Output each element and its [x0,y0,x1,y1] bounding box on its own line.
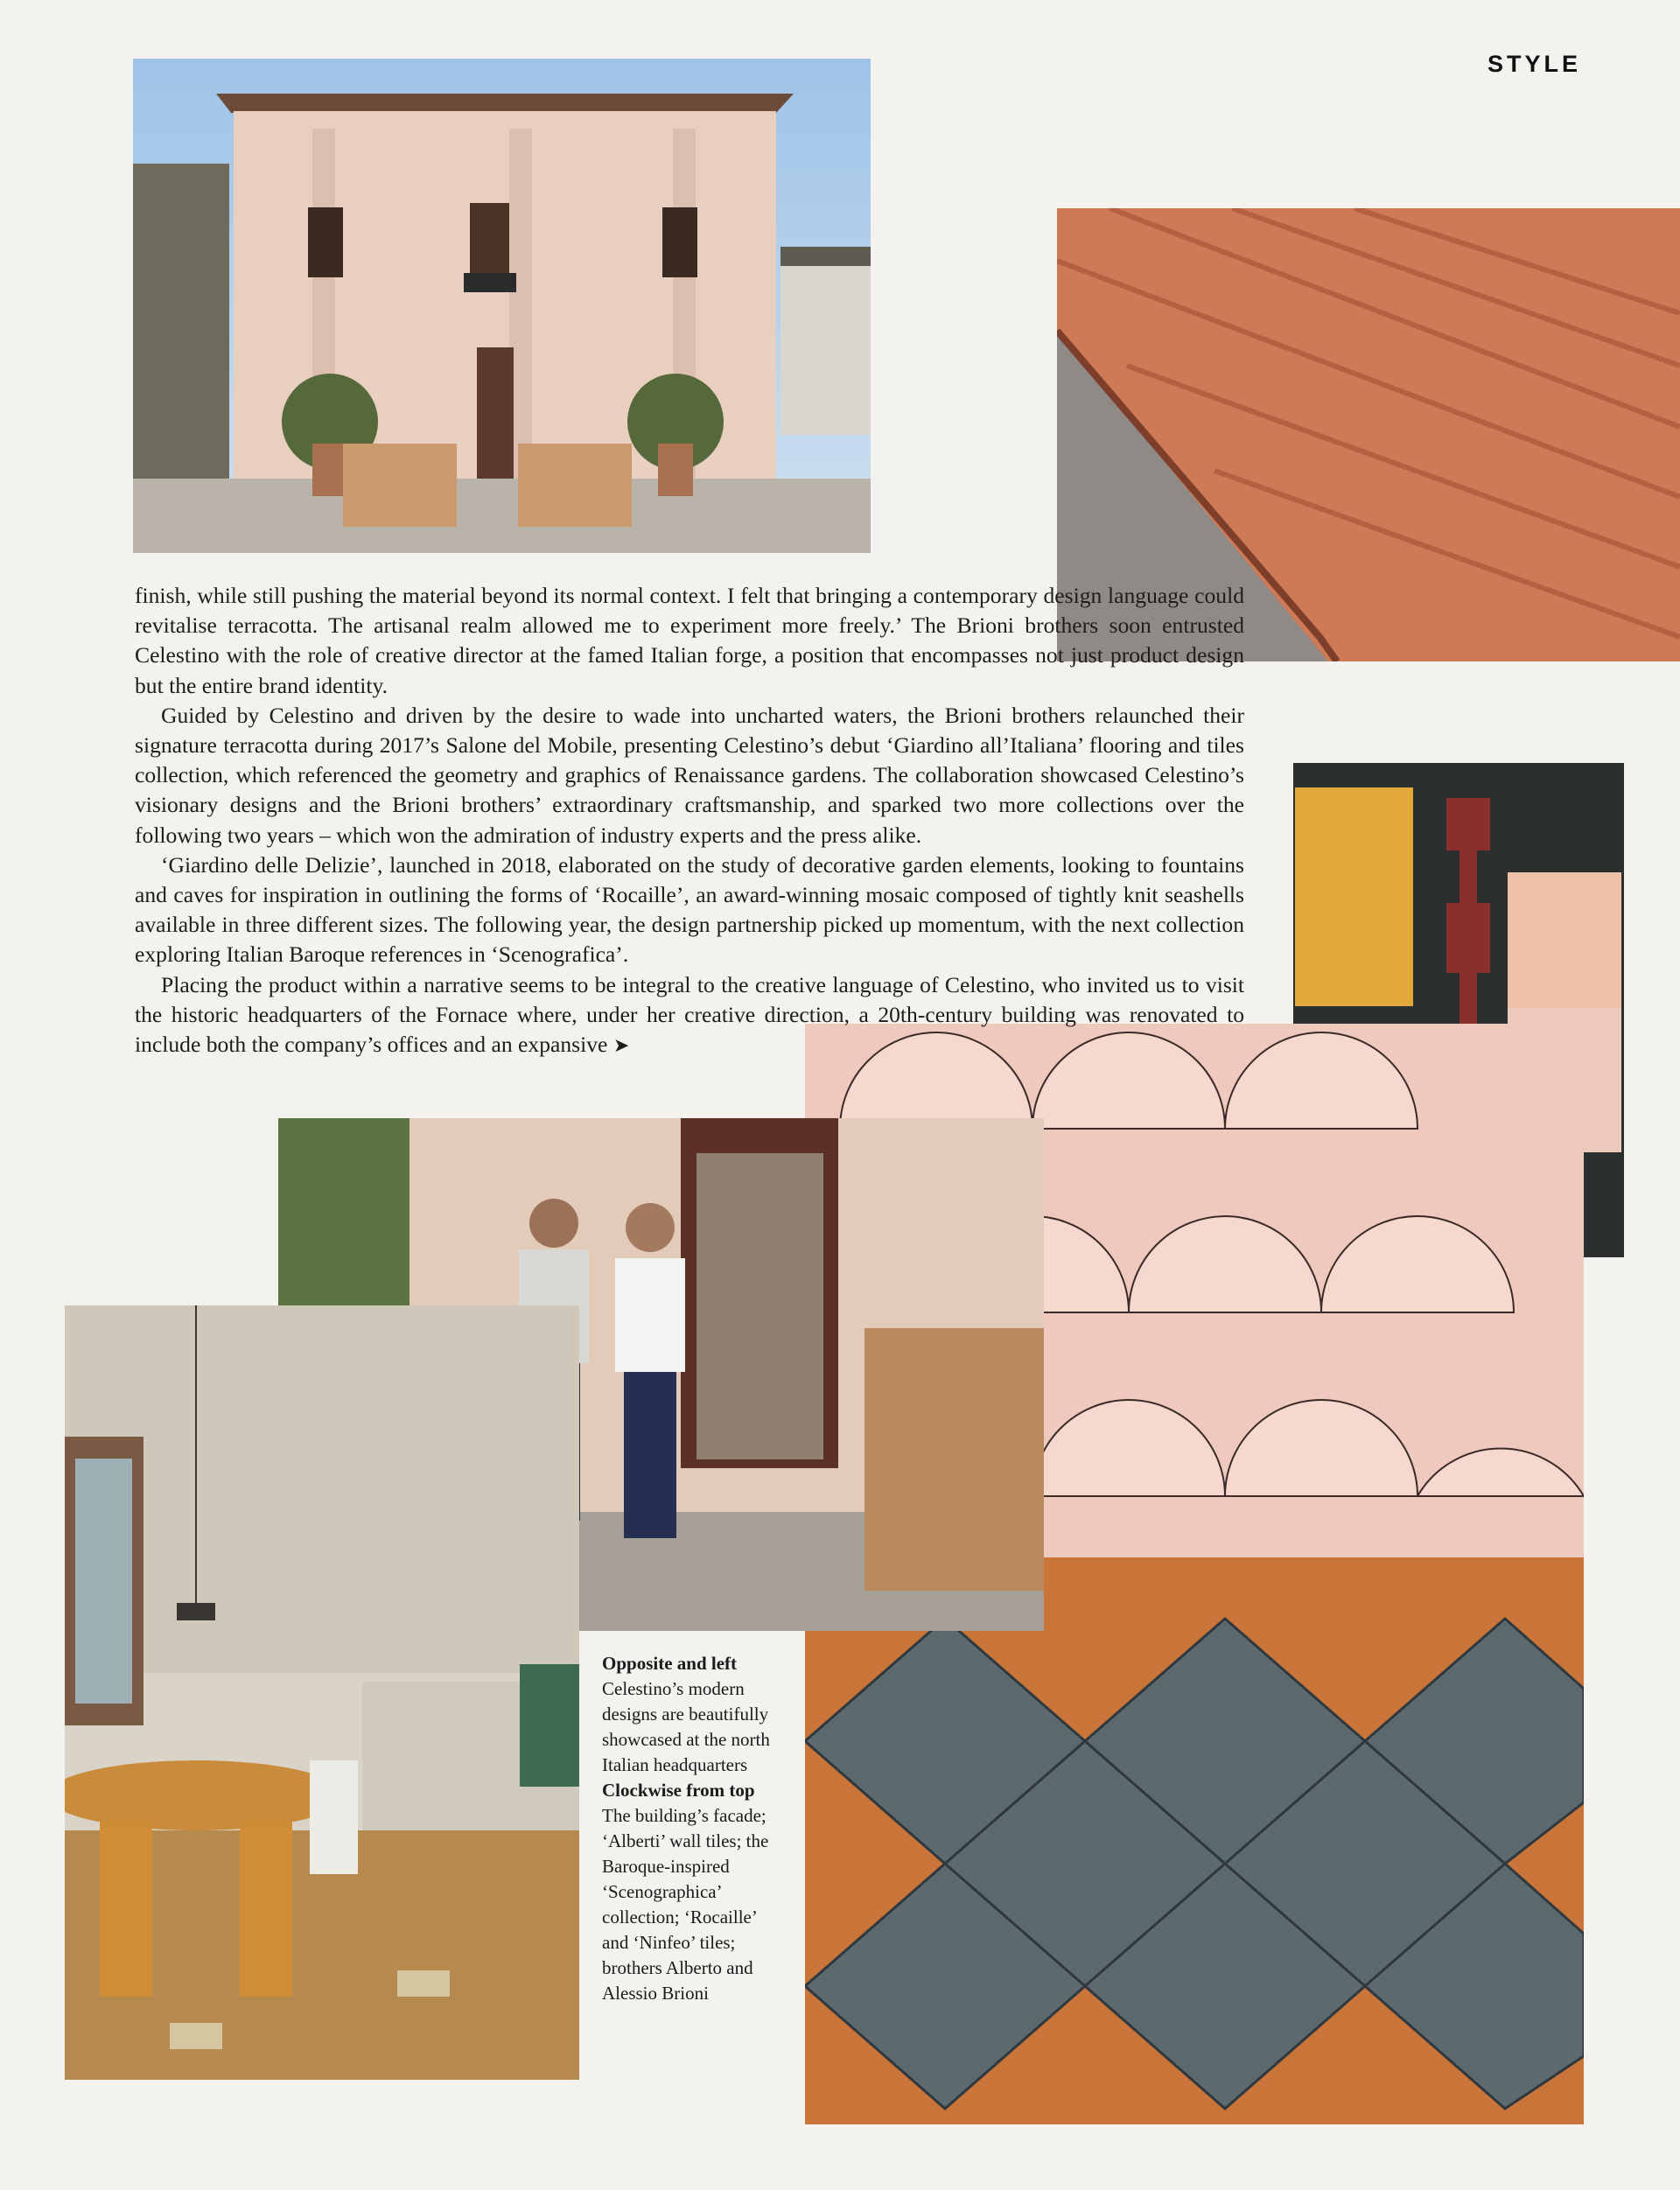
article-paragraph: finish, while still pushing the material beyond its normal context. I felt that bringing a contemporary design language could revitalise terracotta. The artisanal realm allowed me to experiment more freely.’ The Brioni brothers soon entrusted Celestino with the role of creative director at the famed Italian forge, a position that encompasses not just product design but the entire brand identity. [135,583,1244,698]
caption-text-1: Celestino’s modern designs are beautifully showcased at the north Italian headquarters [602,1678,770,1775]
article-paragraph-text: Placing the product within a narrative seems to be integral to the creative language of Celestino, who invited us to visit the historic headquarters of the Fornace where, under her creative direction, a 20th-century building was renovated to include both the company’s offices and an expansive [135,971,1244,1058]
photo-caption [602,1651,777,2006]
article-paragraph: Guided by Celestino and driven by the desire to wade into uncharted waters, the Brioni brothers relaunched their signature terracotta during 2017’s Salone del Mobile, presenting Celestino’s debut ‘Giardino all’Italiana’ flooring and tiles collection, which referenced the geometry and graphics of Renaissance gardens. The collaboration showcased Celestino’s visionary designs and the Brioni brothers’ extraordinary craftsmanship, and sparked two more collections over the following two years – which won the admiration of industry experts and the press alike. [135,702,1244,848]
article-paragraph-last [135,970,1244,1061]
continue-arrow-icon: ➤ [612,1034,630,1057]
article-paragraph: ‘Giardino delle Delizie’, launched in 2018, elaborated on the study of decorative garden elements, looking to fountains and caves for inspiration in outlining the forms of ‘Rocaille’, an award-winning mosaic composed of tightly knit seashells available in three different sizes. The following year, the design partnership picked up momentum, with the next collection exploring Italian Baroque references in ‘Scenografica’. [135,851,1244,968]
facade-photo [133,59,871,553]
caption-lead-2: Clockwise from top [602,1780,755,1801]
caption-lead-1: Opposite and left [602,1653,738,1674]
section-label: STYLE [1488,51,1582,77]
caption-text-2: The building’s facade; ‘Alberti’ wall tiles; the Baroque-inspired ‘Scenographica’ collection; ‘Rocaille’ and ‘Ninfeo’ tiles; brothers Alberto and Alessio Brioni [602,1805,769,2004]
article-body [135,581,1244,1060]
interior-photo [65,1305,579,2080]
